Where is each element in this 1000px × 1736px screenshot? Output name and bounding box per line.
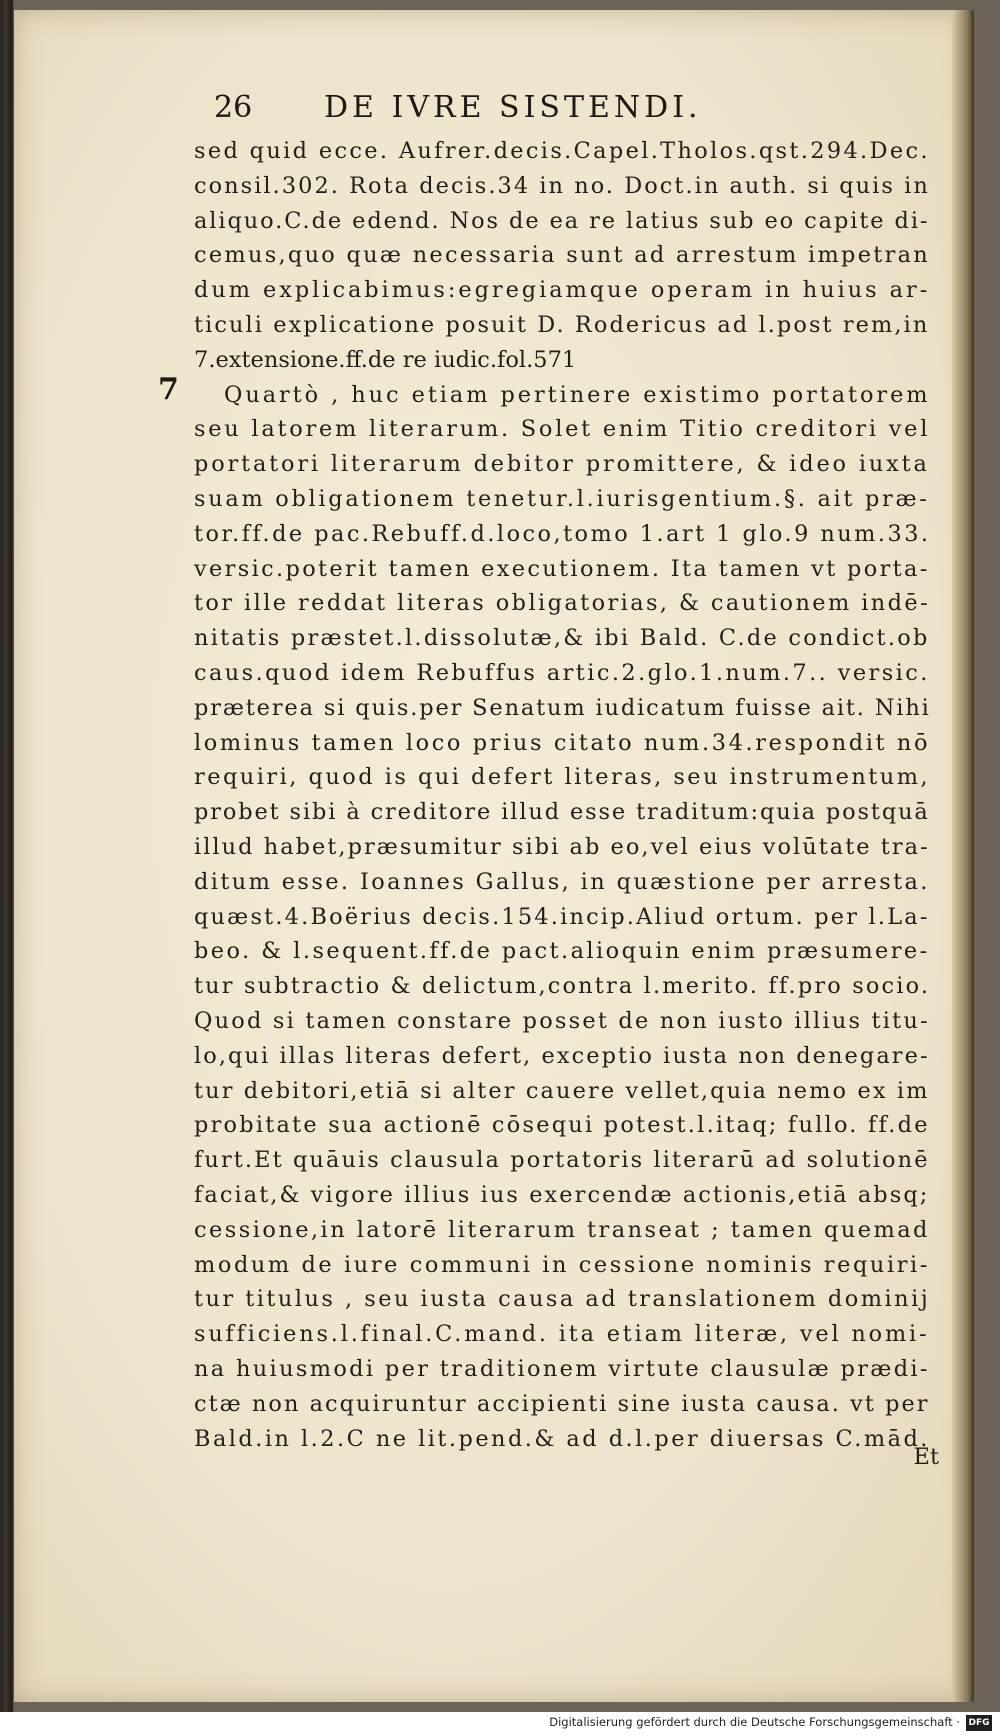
text-line: consil.302. Rota decis.34 in no. Doct.in auth. si quis in (194, 172, 930, 199)
page-gutter (952, 10, 974, 1702)
text-line: beo. & l.sequent.ff.de pact.alioquin enim præsumere- (194, 938, 930, 965)
text-line: furt.Et quāuis clausula portatoris literarū ad solutionē (194, 1147, 930, 1174)
text-line: sed quid ecce. Aufrer.decis.Capel.Tholos.qst.294.Dec. (194, 138, 930, 164)
text-line: suam obligationem tenetur.l.iurisgentium.§. ait præ- (194, 486, 930, 512)
digitization-credit: Digitalisierung gefördert durch die Deutsche Forschungsgemeinschaft · (549, 1715, 960, 1729)
text-line: cessione,in latorē literarum transeat ; tamen quemad (194, 1216, 930, 1243)
text-line: portatori literarum debitor promittere, & ideo iuxta (194, 451, 930, 478)
running-title: DE IVRE SISTENDI. (324, 90, 702, 125)
text-line: aliquo.C.de edend. Nos de ea re latius sub eo capite di- (194, 207, 930, 234)
text-line: Quod si tamen constare posset de non iusto illius titu- (194, 1008, 930, 1034)
catchword: Et (913, 1444, 939, 1470)
text-line: illud habet,præsumitur sibi ab eo,vel eius volūtate tra- (194, 834, 930, 860)
text-line: nitatis præstet.l.dissolutæ,& ibi Bald. C.de condict.ob (194, 625, 930, 652)
text-line: 7.extensione.ff.de re iudic.fol.571 (194, 346, 577, 373)
text-line: Quartò , huc etiam pertinere existimo portatorem (224, 381, 931, 408)
text-line: Bald.in l.2.C ne lit.pend.& ad d.l.per diuersas C.mād. (194, 1425, 930, 1452)
text-line: faciat,& vigore illius ius exercendæ actionis,etiā absq; (194, 1182, 930, 1208)
text-line: tur subtractio & delictum,contra l.merito. ff.pro socio. (194, 973, 931, 1000)
text-line: modum de iure communi in cessione nominis requiri- (194, 1251, 930, 1278)
text-line: requiri, quod is qui defert literas, seu instrumentum, (194, 764, 931, 791)
text-line: ditum esse. Ioannes Gallus, in quæstione per arresta. (194, 868, 930, 895)
text-line: ticuli explicatione posuit D. Rodericus ad l.post rem,in (194, 312, 930, 338)
text-line: probet sibi à creditore illud esse traditum:quia postquā (194, 799, 930, 826)
text-line: tor ille reddat literas obligatorias, & cautionem indē- (194, 590, 931, 617)
footer-bar (0, 1712, 1000, 1736)
dfg-logo: DFG (966, 1715, 992, 1731)
text-line: caus.quod idem Rebuffus artic.2.glo.1.num.7.. versic. (194, 660, 930, 686)
text-line: seu latorem literarum. Solet enim Titio creditori vel (194, 416, 931, 443)
text-line: sufficiens.l.final.C.mand. ita etiam literæ, vel nomi- (194, 1321, 930, 1348)
text-line: ctæ non acquiruntur accipienti sine iusta causa. vt per (194, 1390, 930, 1417)
text-line: versic.poterit tamen executionem. Ita tamen vt porta- (194, 555, 930, 582)
page-header (214, 90, 914, 130)
text-line: cemus,quo quæ necessaria sunt ad arrestum impetran (194, 242, 930, 269)
text-line: lo,qui illas literas defert, exceptio iusta non denegare- (194, 1042, 930, 1069)
text-line: tur titulus , seu iusta causa ad translationem dominij (194, 1286, 931, 1313)
text-line: probitate sua actionē cōsequi potest.l.itaq; fullo. ff.de (194, 1112, 930, 1139)
text-line: quæst.4.Boërius decis.154.incip.Aliud ortum. per l.La- (194, 903, 930, 930)
page-number: 26 (214, 90, 253, 125)
text-line: præterea si quis.per Senatum iudicatum fuisse ait. Nihi (194, 694, 931, 721)
text-line: tur debitori,etiā si alter cauere vellet,quia nemo ex im (194, 1077, 930, 1104)
text-line: tor.ff.de pac.Rebuff.d.loco,tomo 1.art 1 glo.9 num.33. (194, 520, 931, 547)
text-line: na huiusmodi per traditionem virtute clausulæ prædi- (194, 1356, 930, 1382)
text-line: lominus tamen loco prius citato num.34.respondit nō (194, 729, 931, 756)
marginal-number: 7 (158, 372, 179, 407)
text-line: dum explicabimus:egregiamque operam in huius ar- (194, 277, 931, 304)
